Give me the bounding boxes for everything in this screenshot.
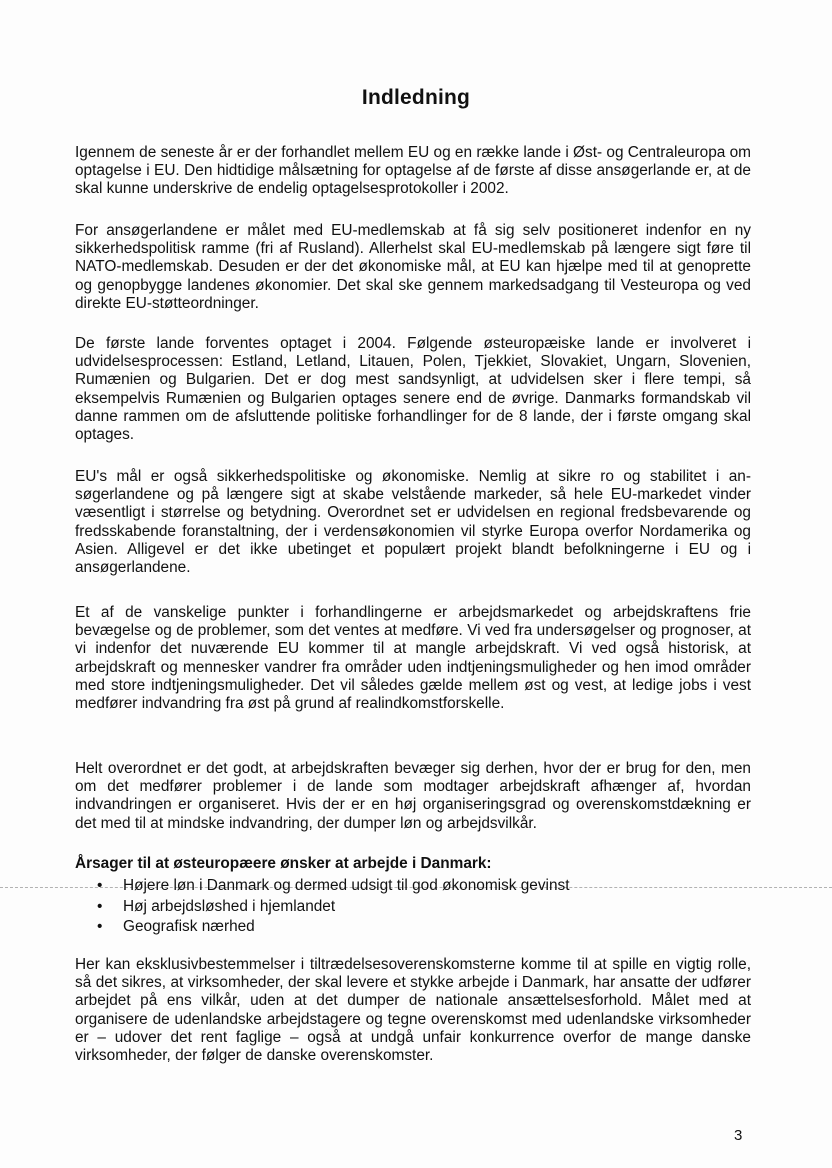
list-item-text: Høj arbejdsløshed i hjemlandet [123, 897, 336, 915]
page-number: 3 [734, 1127, 743, 1144]
paragraph-applicant-goals: For ansøgerlandene er målet med EU-medlemskab at få sig selv positioneret indenfor en ny sikkerhedspolitisk ramme (fri af Rusland). Allerhelst skal EU-medlemskab på længere sigt føre til NATO-medlemskab. Desuden er der det økonomiske mål, at EU kan hjælpe med til at genoprette og genopbygge landenes økonomier. Det skal ske gennem markedsadgang til Vesteuropa og ved direkte EU-støtteordninger. [75, 222, 751, 312]
paragraph-labour-market: Et af de vanskelige punkter i forhandlingerne er arbejdsmarkedet og arbejdskraftens frie bevægelse og de problemer, som det ventes at medføre. Vi ved fra undersøgelser og prognoser, at vi indenfor det nuværende EU kommer til at mangle arbejdskraft. Vi ved også historisk, at arbejdskraft og mennesker vandrer fra områder uden indtjeningsmuligheder og hen imod områder med store indtjeningsmuligheder. Det vil således gælde mellem øst og vest, at ledige jobs i vest medfører indvandring fra øst på grund af realindkomstforskelle. [75, 604, 751, 713]
paragraph-first-countries: De første lande forventes optaget i 2004. Følgende østeuropæiske lande er involveret i udvidelsesprocessen: Estland, Letland, Litauen, Polen, Tjekkiet, Slovakiet, Ungarn, Slovenien, Rumænien og Bulgarien. Det er dog mest sandsynligt, at udvidelsen sker i flere tempi, så eksempelvis Rumænien og Bulgarien optages senere end de øvrige. Danmarks formandskab vil danne rammen om de afsluttende politiske forhandlinger for de 8 lande, der i første omgang skal optages. [75, 335, 751, 444]
paragraph-eu-goals: EU's mål er også sikkerhedspolitiske og økonomiske. Nemlig at sikre ro og stabilitet i ansøgerlandene og på længere sigt at skabe velstående markeder, så hele EU-markedet vinder væsentligt i størrelse og betydning. Overordnet set er udvidelsen en regional fredsbevarende og fredsskabende foranstaltning, der i verdensøkonomien vil styrke Europa overfor Nordamerika og Asien. Alligevel er det ikke ubetinget et populært projekt blandt befolkningerne i EU og i ansøgerlandene. [75, 468, 751, 577]
list-item-text: Geografisk nærhed [123, 918, 255, 935]
reasons-heading: Årsager til at østeuropæere ønsker at arbejde i Danmark: [75, 855, 492, 872]
list-item-text: Højere løn i Danmark og dermed udsigt til god økonomisk gevinst [123, 877, 570, 894]
list-item [75, 917, 570, 938]
list-item [75, 897, 570, 918]
paragraph-labour-mobility: Helt overordnet er det godt, at arbejdskraften bevæger sig derhen, hvor der er brug for den, men om det medfører problemer i de lande som modtager arbejdskraft afhænger af, hvordan indvandringen er organiseret. Hvis der er en høj organiseringsgrad og overenskomstdækning er det med til at mindske indvandring, der dumper løn og arbejdsvilkår. [75, 760, 751, 832]
bullet-icon: • [97, 918, 103, 935]
list-item [75, 876, 570, 897]
reasons-list [75, 876, 570, 938]
page-title: Indledning [361, 86, 471, 109]
bullet-icon: • [97, 877, 103, 894]
paragraph-exclusivity-clauses: Her kan eksklusivbestemmelser i tiltrædelsesoverenskomsterne komme til at spille en vigtig rolle, så det sikres, at virksomheder, der skal levere et stykke arbejde i Danmark, har ansatte der udfører arbejdet på ens vilkår, uden at det dumper de nationale ansættelsesforhold. Målet med at organisere de udenlandske arbejdstagere og tegne overenskomst med udenlandske virksomheder er – udover det rent faglige – også at undgå unfair konkurrence overfor de mange danske virksomheder, der følger de danske overenskomster. [75, 956, 751, 1065]
bullet-icon: • [97, 897, 103, 915]
paragraph-intro: Igennem de seneste år er der forhandlet mellem EU og en række lande i Øst- og Centraleuropa om optagelse i EU. Den hidtidige målsætning for optagelse af de første af disse ansøgerlande er, at de skal kunne underskrive de endelig optagelsesprotokoller i 2002. [75, 144, 751, 198]
